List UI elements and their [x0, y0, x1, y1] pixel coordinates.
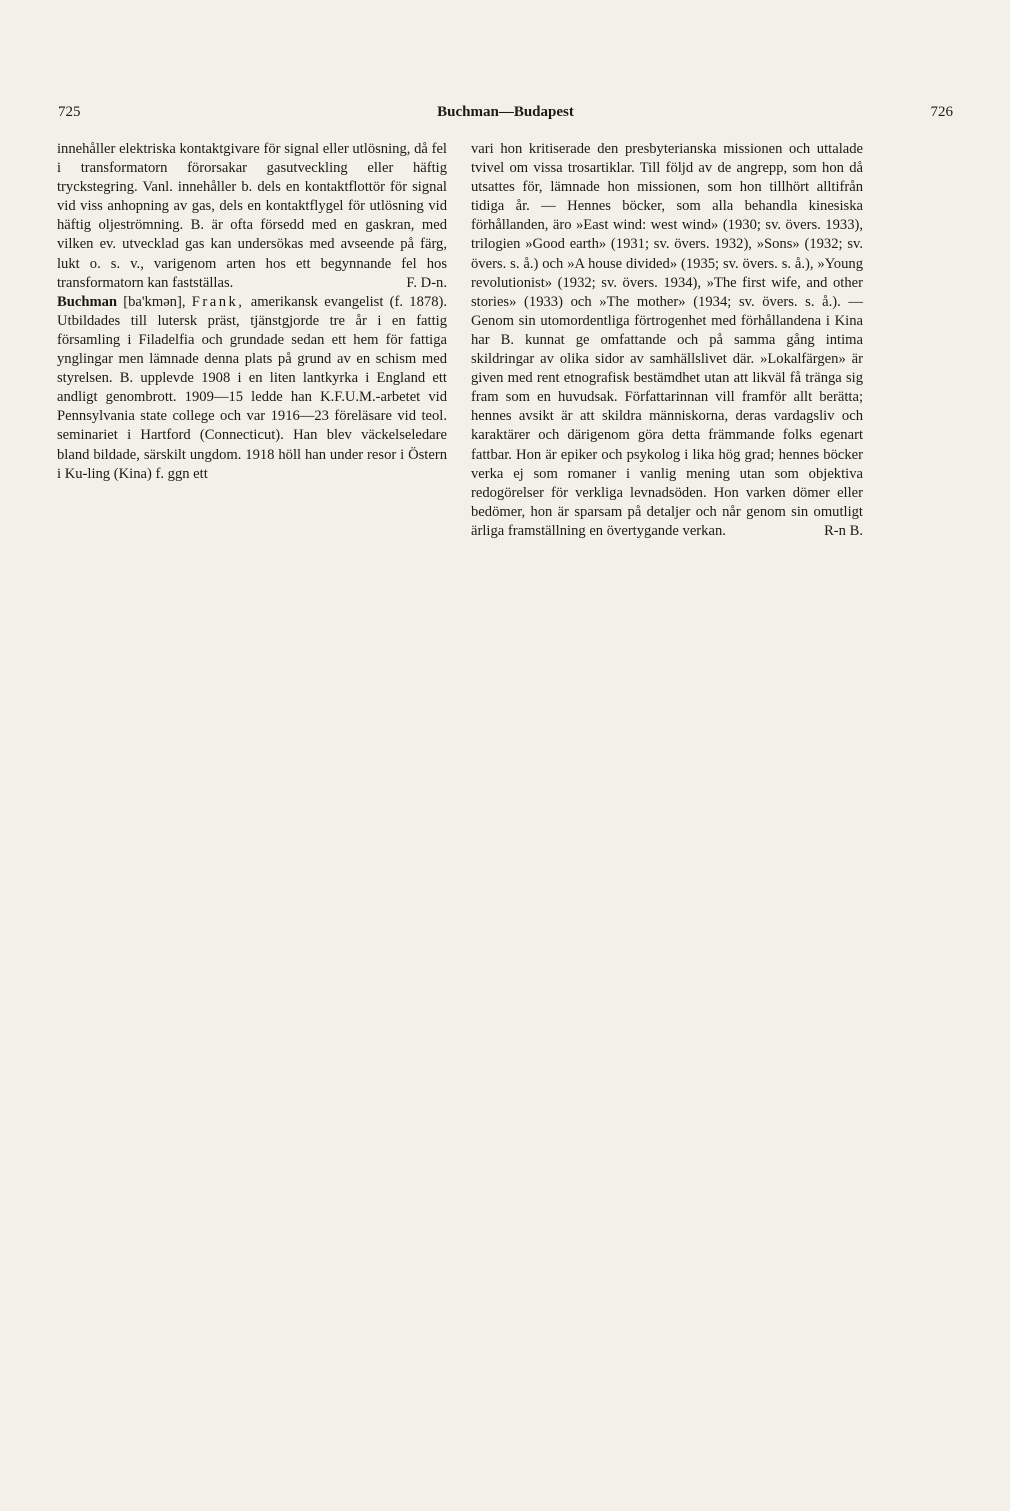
page-number-right: 726: [930, 104, 953, 120]
entry-buchholz-continued: innehåller elektriska kontaktgivare för signal eller utlösning, då fel i transformatorn förorsakar gasutveckling eller häftig tryckstegring. Vanl. innehåller b. dels en kontaktflottör för signal vid viss anhopning av gas, dels en kontaktflygel för utlösning vid häftig oljeströmning. B. är ofta försedd med en gaskran, med vilken ev. utvecklad gas kan undersökas med avseende på färg, lukt o. s. v., varigenom arten hos ett begynnande fel hos transformatorn kan fastställas. F. D-n.: [57, 140, 447, 293]
signature: R-n B.: [824, 522, 863, 539]
entry-headword: Buchman: [57, 293, 118, 310]
page-header: [58, 104, 953, 128]
left-column: [57, 140, 447, 484]
entry-buck-continued: vari hon kritiserade den presbyterianska missionen och uttalade tvivel om vissa trosartiklar. Till följd av de angrepp, som hon då utsattes för, lämnade hon missionen, som hon tillhört alltifrån tidiga år. — Hennes böcker, som alla behandla kinesiska förhållanden, äro »East wind: west wind» (1930; sv. övers. 1933), trilogien »Good earth» (1931; sv. övers. 1932), »Sons» (1932; sv. övers. s. å.) och »A house divided» (1935; sv. övers. s. å.), »Young revolutionist» (1932; sv. övers. 1934), »The first wife, and other stories» (1933) och »The mother» (1934; sv. övers. s. å.). — Genom sin utomordentliga förtrogenhet med förhållandena i Kina har B. kunnat ge omfattande och på samma gång intima skildringar av olika sidor av samhällslivet där. »Lokalfärgen» är given med rent etnografisk bestämdhet utan att likväl få tränga sig fram som en huvudsak. Författarinnan vill framför allt berätta; hennes avsikt är att skildra människorna, deras vardagsliv och karaktärer och därigenom göra detta främmande folks egenart fattbar. Hon är epiker och psykolog i lika hög grad; hennes böcker verka ej som romaner i vanlig mening utan som objektiva redogörelser för verkliga levnadsöden. Hon varken dömer eller bedömer, hon är sparsam på detaljer och når genom sin omutligt ärliga framställning en övertygande verkan. R-n B.: [471, 140, 863, 541]
signature: F. D-n.: [406, 274, 447, 291]
entry-buchman: Buchman [ba'kmən], Frank, amerikansk evangelist (f. 1878). Utbildades till lutersk präst, tjänstgjorde tre år i en fattig församling i Filadelfia och grundade sedan ett hem för fattiga ynglingar men lämnade denna plats på grund av en schism med styrelsen. B. upplevde 1908 i en liten lantkyrka i England ett andligt genombrott. 1909—15 ledde han K.F.U.M.-arbetet vid Pennsylvania state college och var 1916—23 föreläsare vid teol. seminariet i Hartford (Connecticut). Han blev väckelseledare bland bildade, särskilt ungdom. 1918 höll han under resor i Östern i Ku-ling (Kina) f. ggn ett: [57, 293, 448, 482]
running-title: Buchman—Budapest: [437, 104, 574, 120]
right-column: [471, 140, 863, 541]
page-number-left: 725: [58, 104, 81, 120]
